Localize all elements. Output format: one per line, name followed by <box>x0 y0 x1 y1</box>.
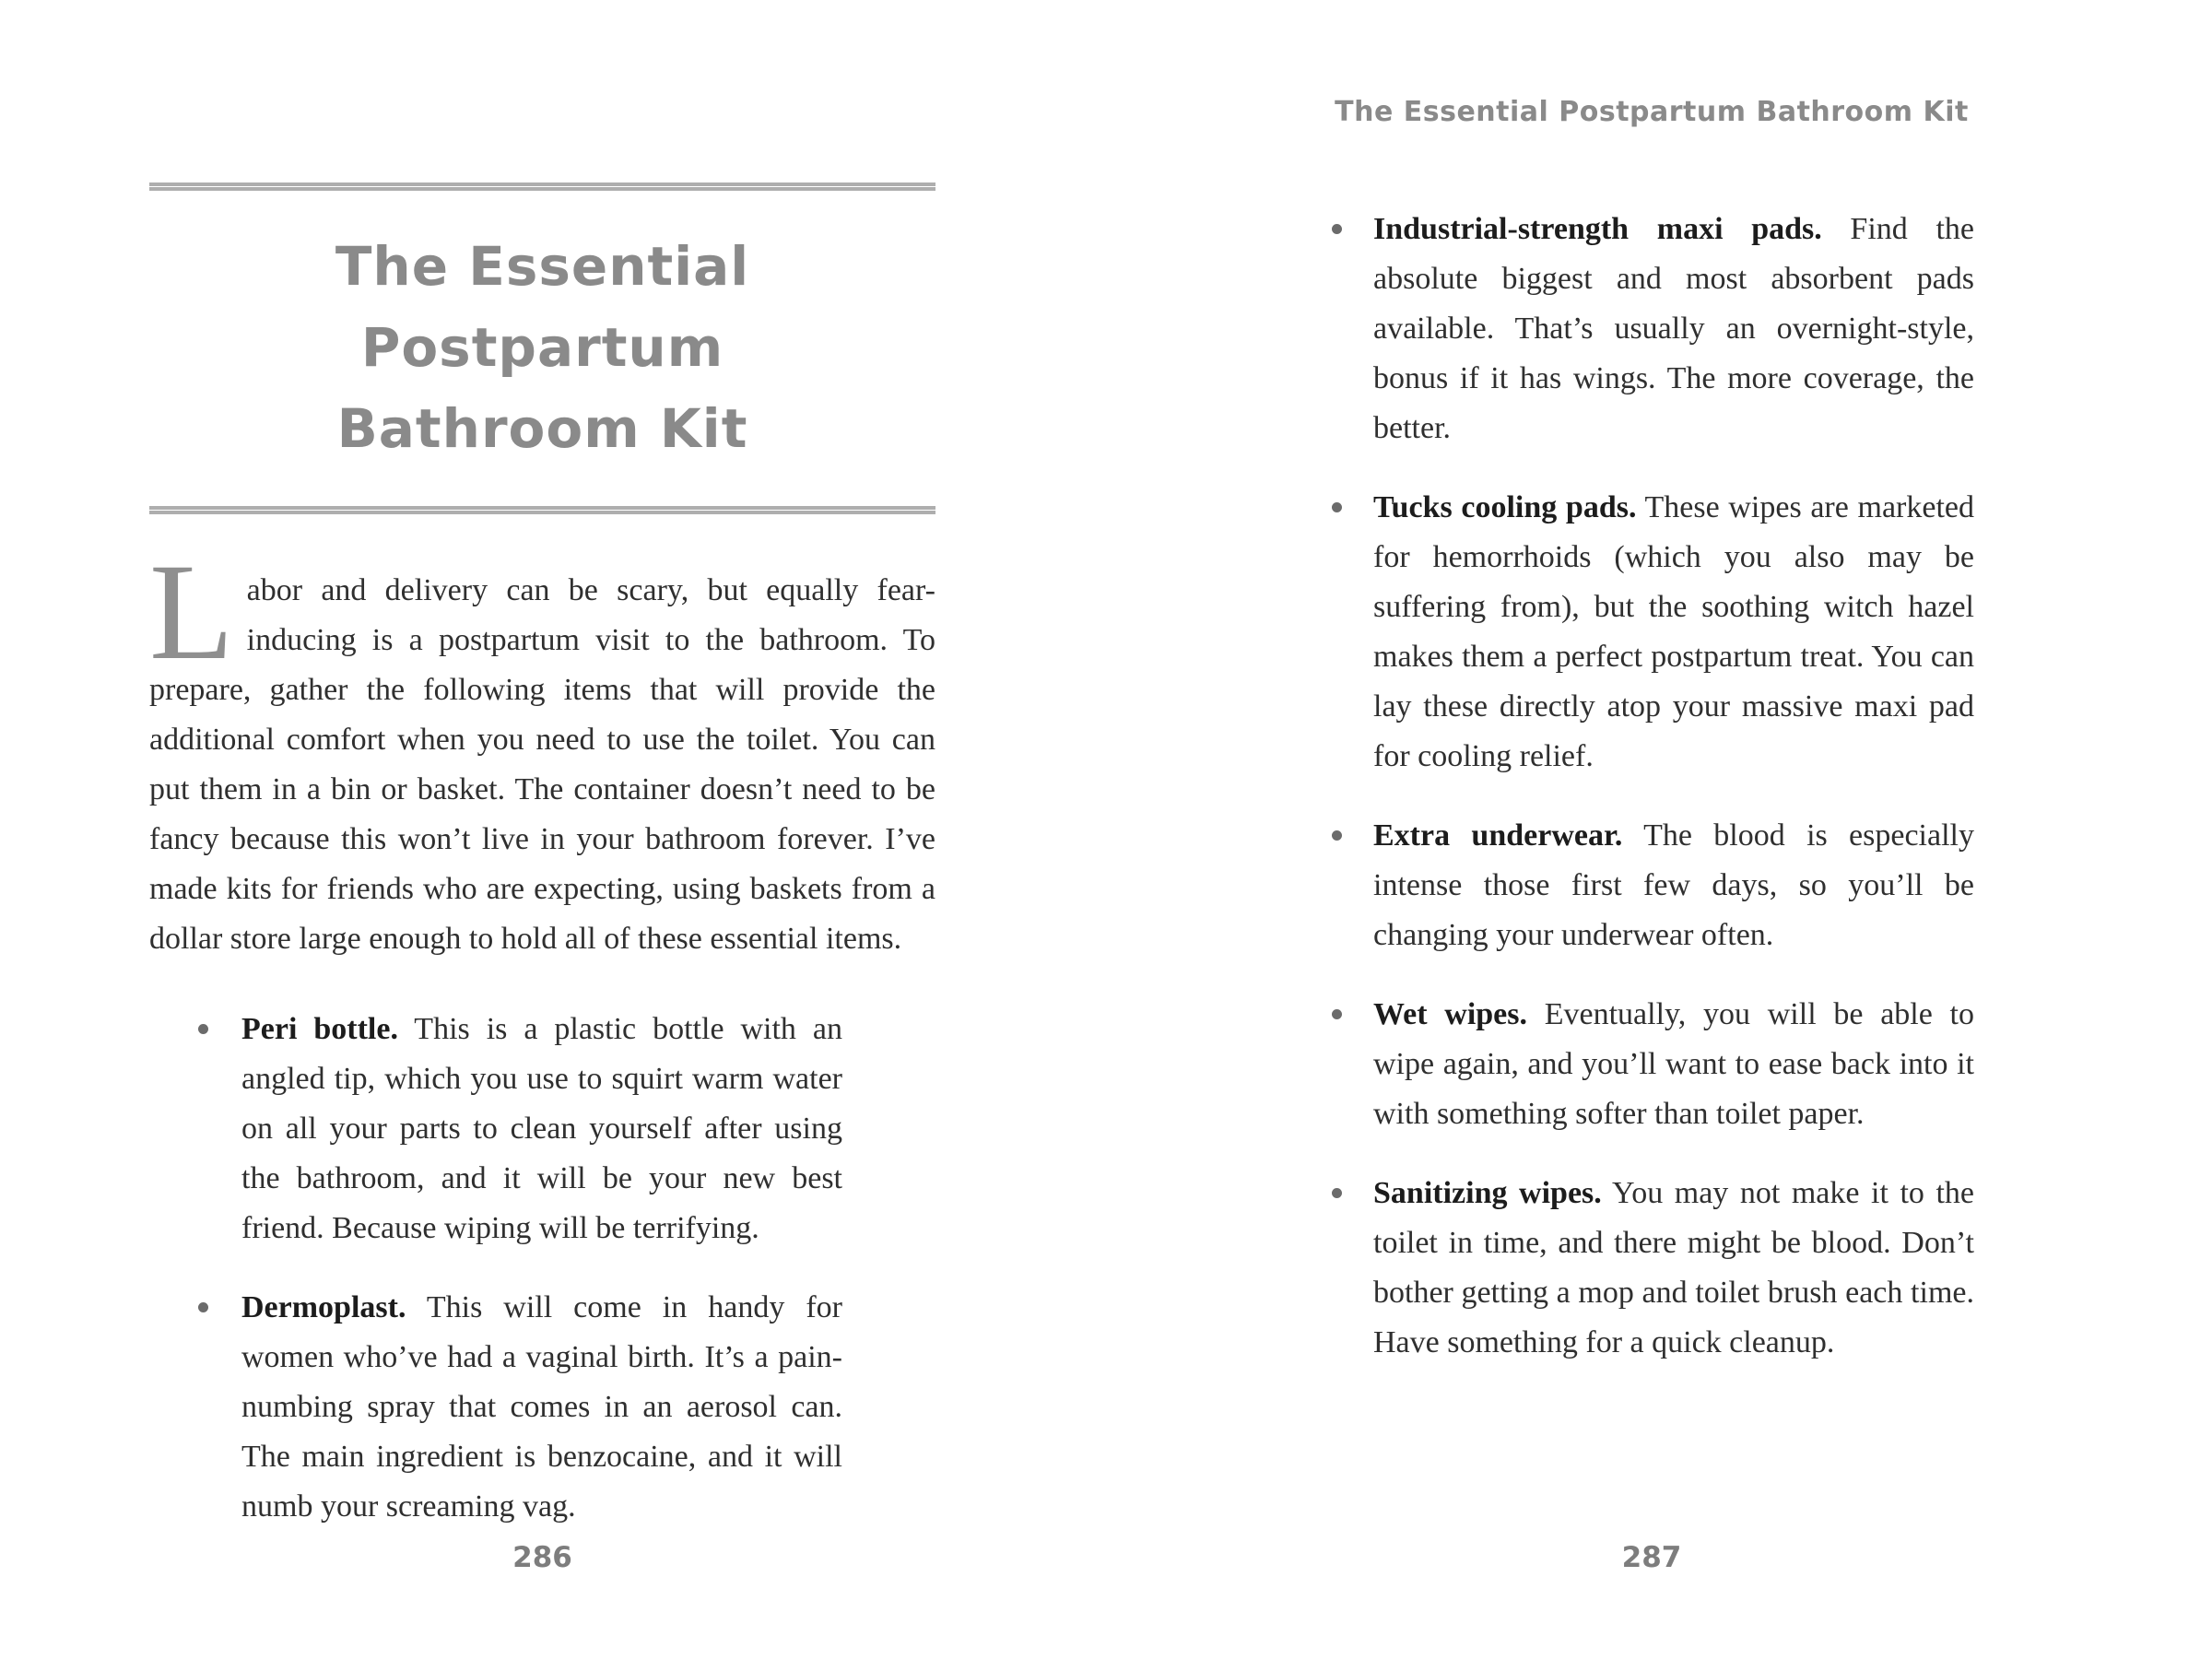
list-item-lead: Sanitizing wipes. <box>1373 1176 1602 1210</box>
list-item-text: You may not make it to the toilet in time, and there might be blood. Don’t bother getting a mop and toilet brush each time. Have something for a quick cleanup. <box>1373 1176 1974 1359</box>
list-item-lead: Industrial-strength maxi pads. <box>1373 212 1822 246</box>
bullet-icon <box>1332 502 1342 512</box>
list-item-lead: Extra underwear. <box>1373 818 1623 853</box>
list-item-maxi-pads <box>1329 205 1974 453</box>
list-item-text: Find the absolute biggest and most absorbent pads available. That’s usually an overnight-style, bonus if it has wings. The more coverage, the better. <box>1373 212 1974 445</box>
list-item-dermoplast <box>195 1283 842 1532</box>
title-rule-top <box>149 182 935 191</box>
bullet-list-left <box>195 1005 842 1532</box>
list-item-text: Eventually, you will be able to wipe again, and you’ll want to ease back into it with something softer than toilet paper. <box>1373 997 1974 1131</box>
drop-cap: L <box>149 535 234 688</box>
intro-text: abor and delivery can be scary, but equally fear-inducing is a postpartum visit to the bathroom. To prepare, gather the following items that will provide the additional comfort when you need to use the toilet. You can put them in a bin or basket. The container doesn’t need to be fancy because this won’t live in your bathroom forever. I’ve made kits for friends who are expecting, using baskets from a dollar store large enough to hold all of these essential items. <box>149 573 935 956</box>
list-item-wet-wipes <box>1329 990 1974 1139</box>
list-item-text: This will come in handy for women who’ve had a vaginal birth. It’s a pain-numbing spray that comes in an aerosol can. The main ingredient is benzocaine, and it will numb your screaming vag. <box>241 1290 842 1524</box>
chapter-title-line1: The Essential Postpartum <box>335 235 750 379</box>
page-left <box>149 0 935 1659</box>
list-item-lead: Tucks cooling pads. <box>1373 490 1637 524</box>
list-item-extra-underwear <box>1329 811 1974 960</box>
title-rule-bottom <box>149 506 935 514</box>
list-item-lead: Dermoplast. <box>241 1290 406 1324</box>
chapter-title <box>149 226 935 469</box>
page-number-right: 287 <box>1621 1541 1682 1574</box>
list-item-lead: Peri bottle. <box>241 1012 398 1046</box>
running-header: The Essential Postpartum Bathroom Kit <box>1335 96 1969 128</box>
list-item-text: These wipes are marketed for hemorrhoids (which you also may be suffering from), but the soothing witch hazel makes them a perfect postpartum treat. You can lay these directly atop your massive maxi pad for cooling relief. <box>1373 490 1974 773</box>
bullet-icon <box>1332 224 1342 234</box>
page-number-left: 286 <box>512 1541 572 1574</box>
bullet-icon <box>198 1302 208 1312</box>
list-item-tucks-pads <box>1329 483 1974 782</box>
page-right <box>1329 0 1974 1659</box>
bullet-icon <box>1332 1188 1342 1198</box>
list-item-lead: Wet wipes. <box>1373 997 1527 1031</box>
bullet-icon <box>198 1024 208 1034</box>
bullet-icon <box>1332 830 1342 841</box>
intro-paragraph <box>149 535 935 964</box>
bullet-icon <box>1332 1009 1342 1019</box>
bullet-list-right <box>1329 205 1974 1368</box>
list-item-text: The blood is especially intense those first few days, so you’ll be changing your underwear often. <box>1373 818 1974 952</box>
list-item-text: This is a plastic bottle with an angled tip, which you use to squirt warm water on all your parts to clean yourself after using the bathroom, and it will be your new best friend. Because wiping will be terrifying. <box>241 1012 842 1245</box>
chapter-title-line2: Bathroom Kit <box>336 397 748 460</box>
list-item-sanitizing-wipes <box>1329 1169 1974 1368</box>
list-item-peri-bottle <box>195 1005 842 1253</box>
